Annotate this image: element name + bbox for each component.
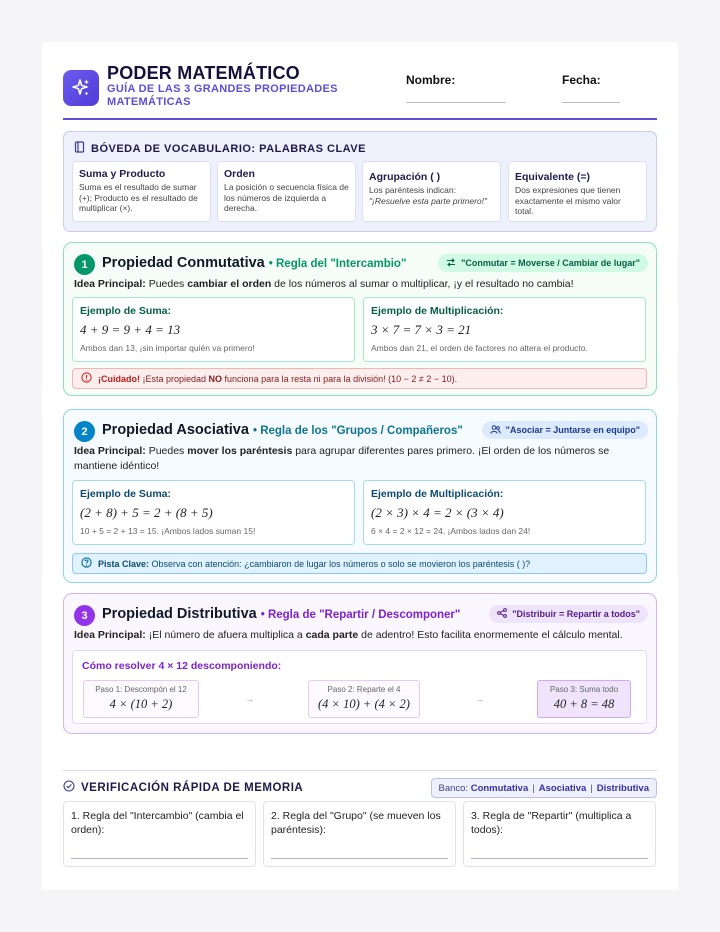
example-math: (2 + 8) + 5 = 2 + (8 + 5) — [80, 505, 213, 520]
vocab-term: Orden — [224, 168, 255, 180]
vocab-heading — [74, 141, 366, 156]
section-title — [102, 422, 463, 438]
example-note: 6 × 4 = 2 × 12 = 24. ¡Ambos lados dan 24! — [371, 526, 531, 536]
example-sum-box — [72, 480, 355, 545]
word-bank — [431, 778, 658, 798]
vocab-card-agrupacion — [362, 161, 501, 222]
step-math: 40 + 8 = 48 — [553, 697, 615, 711]
section-distributiva — [63, 593, 657, 734]
name-field[interactable] — [406, 102, 506, 103]
section-chip-text: "Distribuir = Repartir a todos" — [512, 609, 640, 619]
step-label: Paso 1: Descompón el 12 — [95, 685, 187, 694]
quiz-heading — [63, 780, 303, 795]
main-idea-text: ¡El número de afuera multiplica a — [145, 629, 306, 641]
section-title — [102, 606, 460, 622]
vocab-desc-quote: "¡Resuelve esta parte primero!" — [369, 195, 487, 206]
example-note: 10 + 5 = 2 + 13 = 15. ¡Ambos lados suman 15! — [80, 526, 256, 536]
swap-icon — [446, 258, 456, 269]
section-chip-text: "Conmutar = Moverse / Cambiar de lugar" — [461, 258, 640, 268]
example-note: Ambos dan 13, ¡sin importar quién va primero! — [80, 343, 255, 353]
book-icon — [74, 141, 85, 156]
main-idea-emphasis: mover los paréntesis — [187, 445, 293, 457]
warning-text-part: funciona para la resta ni para la división! (10 − 2 ≠ 2 − 10). — [222, 373, 458, 384]
vocab-heading-text: BÓVEDA DE VOCABULARIO: PALABRAS CLAVE — [91, 142, 366, 155]
arrow-right-icon: → — [475, 694, 484, 704]
word-bank-label: Banco: — [438, 782, 469, 794]
section-rule: • Regla del "Intercambio" — [268, 258, 407, 270]
how-to-box — [72, 650, 647, 724]
example-title: Ejemplo de Multiplicación: — [371, 305, 504, 317]
vocab-term: Suma y Producto — [79, 168, 166, 180]
step-label: Paso 3: Suma todo — [549, 685, 619, 694]
hint-text — [98, 559, 530, 569]
word-bank-item: Conmutativa — [470, 782, 529, 794]
quiz-question-3 — [463, 801, 656, 867]
section-title — [102, 255, 406, 271]
warning-emphasis: NO — [208, 373, 223, 384]
main-idea — [74, 628, 644, 643]
help-icon — [81, 557, 92, 570]
example-math: (2 × 3) × 4 = 2 × (3 × 4) — [371, 505, 504, 520]
main-idea — [74, 444, 644, 474]
vocab-desc: Suma es el resultado de sumar (+); Producto es el resultado de multiplicar (×). — [79, 182, 198, 213]
check-circle-icon — [63, 780, 75, 795]
alert-icon — [81, 372, 92, 385]
quiz-divider — [63, 770, 657, 771]
section-chip — [489, 605, 648, 623]
section-title-text: Propiedad Asociativa — [102, 422, 249, 438]
header — [63, 42, 657, 120]
vocab-card-suma-producto — [72, 161, 211, 222]
section-rule: • Regla de los "Grupos / Compañeros" — [252, 425, 463, 437]
share-icon — [497, 608, 507, 620]
main-idea-emphasis: cambiar el orden — [187, 278, 272, 290]
step-label: Paso 2: Reparte el 4 — [327, 685, 401, 694]
quiz-question-1 — [63, 801, 256, 867]
word-bank-sep: | — [590, 782, 593, 794]
vocab-card-orden — [217, 161, 356, 222]
quiz-question-text: 2. Regla del "Grupo" (se mueven los paréntesis): — [271, 810, 441, 836]
main-idea-text: Puedes — [145, 445, 188, 457]
answer-field[interactable] — [471, 858, 648, 859]
quiz-heading-text: VERIFICACIÓN RÁPIDA DE MEMORIA — [81, 781, 304, 794]
hint-label: Pista Clave: — [98, 558, 150, 569]
vocab-desc: Dos expresiones que tienen exactamente el mismo valor total. — [515, 185, 621, 216]
arrow-right-icon: → — [245, 694, 254, 704]
word-bank-item: Asociativa — [538, 782, 587, 794]
quiz-question-2 — [263, 801, 456, 867]
section-conmutativa — [63, 242, 657, 396]
vocab-term: Agrupación ( ) — [369, 171, 441, 183]
date-label: Fecha: — [562, 73, 601, 87]
section-title-text: Propiedad Distributiva — [102, 606, 257, 622]
name-label: Nombre: — [406, 73, 456, 87]
section-asociativa — [63, 409, 657, 583]
how-to-title: Cómo resolver 4 × 12 descomponiendo: — [82, 660, 282, 672]
example-math: 4 + 9 = 9 + 4 = 13 — [80, 322, 181, 337]
quiz-question-text: 1. Regla del "Intercambio" (cambia el orden): — [71, 810, 244, 836]
date-field[interactable] — [562, 102, 620, 103]
vocab-term: Equivalente (=) — [515, 171, 590, 183]
main-idea — [74, 277, 644, 292]
example-title: Ejemplo de Suma: — [80, 488, 172, 500]
warning-label: ¡Cuidado! — [98, 373, 140, 384]
step-math: 4 × (10 + 2) — [109, 697, 173, 711]
warning-box — [72, 368, 647, 389]
warning-text-part: ¡Esta propiedad — [140, 373, 209, 384]
section-number-badge: 1 — [74, 254, 95, 275]
section-rule: • Regla de "Repartir / Descomponer" — [260, 609, 461, 621]
section-chip — [438, 254, 648, 272]
main-idea-text: de los números al sumar o multiplicar, ¡y el resultado no cambia! — [271, 278, 574, 290]
vocab-card-equivalente — [508, 161, 647, 222]
example-sum-box — [72, 297, 355, 362]
word-bank-sep: | — [532, 782, 535, 794]
sparkle-icon — [63, 70, 99, 106]
step-3 — [537, 680, 631, 718]
main-idea-label: Idea Principal: — [74, 629, 146, 641]
section-title-text: Propiedad Conmutativa — [102, 255, 265, 271]
section-number-badge: 2 — [74, 421, 95, 442]
quiz-question-text: 3. Regla de "Repartir" (multiplica a todos): — [471, 810, 632, 836]
hint-text-part: Observa con atención: ¿cambiaron de lugar los números o solo se movieron los paréntesis ( )? — [149, 558, 531, 569]
word-bank-item: Distributiva — [596, 782, 649, 794]
example-title: Ejemplo de Multiplicación: — [371, 488, 504, 500]
example-title: Ejemplo de Suma: — [80, 305, 172, 317]
example-note: Ambos dan 21, el orden de factores no altera el producto. — [371, 343, 588, 353]
users-icon — [490, 425, 501, 436]
section-number-badge: 3 — [74, 605, 95, 626]
example-math: 3 × 7 = 7 × 3 = 21 — [371, 322, 472, 337]
main-idea-label: Idea Principal: — [74, 278, 146, 290]
page-title: PODER MATEMÁTICO — [107, 63, 300, 83]
worksheet-page — [42, 42, 678, 890]
step-1 — [83, 680, 199, 718]
vocab-desc: Los paréntesis indican: — [369, 185, 456, 195]
main-idea-text: Puedes — [145, 278, 188, 290]
vocab-desc: La posición o secuencia física de los números de izquierda a derecha. — [224, 182, 349, 213]
hint-box — [72, 553, 647, 574]
page-subtitle: GUÍA DE LAS 3 GRANDES PROPIEDADES MATEMÁTICAS — [107, 83, 338, 108]
section-chip-text: "Asociar = Juntarse en equipo" — [505, 425, 640, 435]
answer-field[interactable] — [271, 858, 448, 859]
example-mul-box — [363, 480, 646, 545]
main-idea-label: Idea Principal: — [74, 445, 146, 457]
example-mul-box — [363, 297, 646, 362]
step-math: (4 × 10) + (4 × 2) — [318, 697, 410, 711]
main-idea-text: de adentro! Esto facilita enormemente el cálculo mental. — [358, 629, 623, 641]
answer-field[interactable] — [71, 858, 248, 859]
step-2 — [308, 680, 420, 718]
section-chip — [482, 421, 648, 439]
main-idea-text: para agrupar diferentes pares primero. ¡El orden de los números se mantiene idéntico! — [74, 445, 610, 472]
main-idea-emphasis: cada parte — [305, 629, 359, 641]
warning-text — [98, 374, 457, 384]
vocab-box — [63, 131, 657, 232]
